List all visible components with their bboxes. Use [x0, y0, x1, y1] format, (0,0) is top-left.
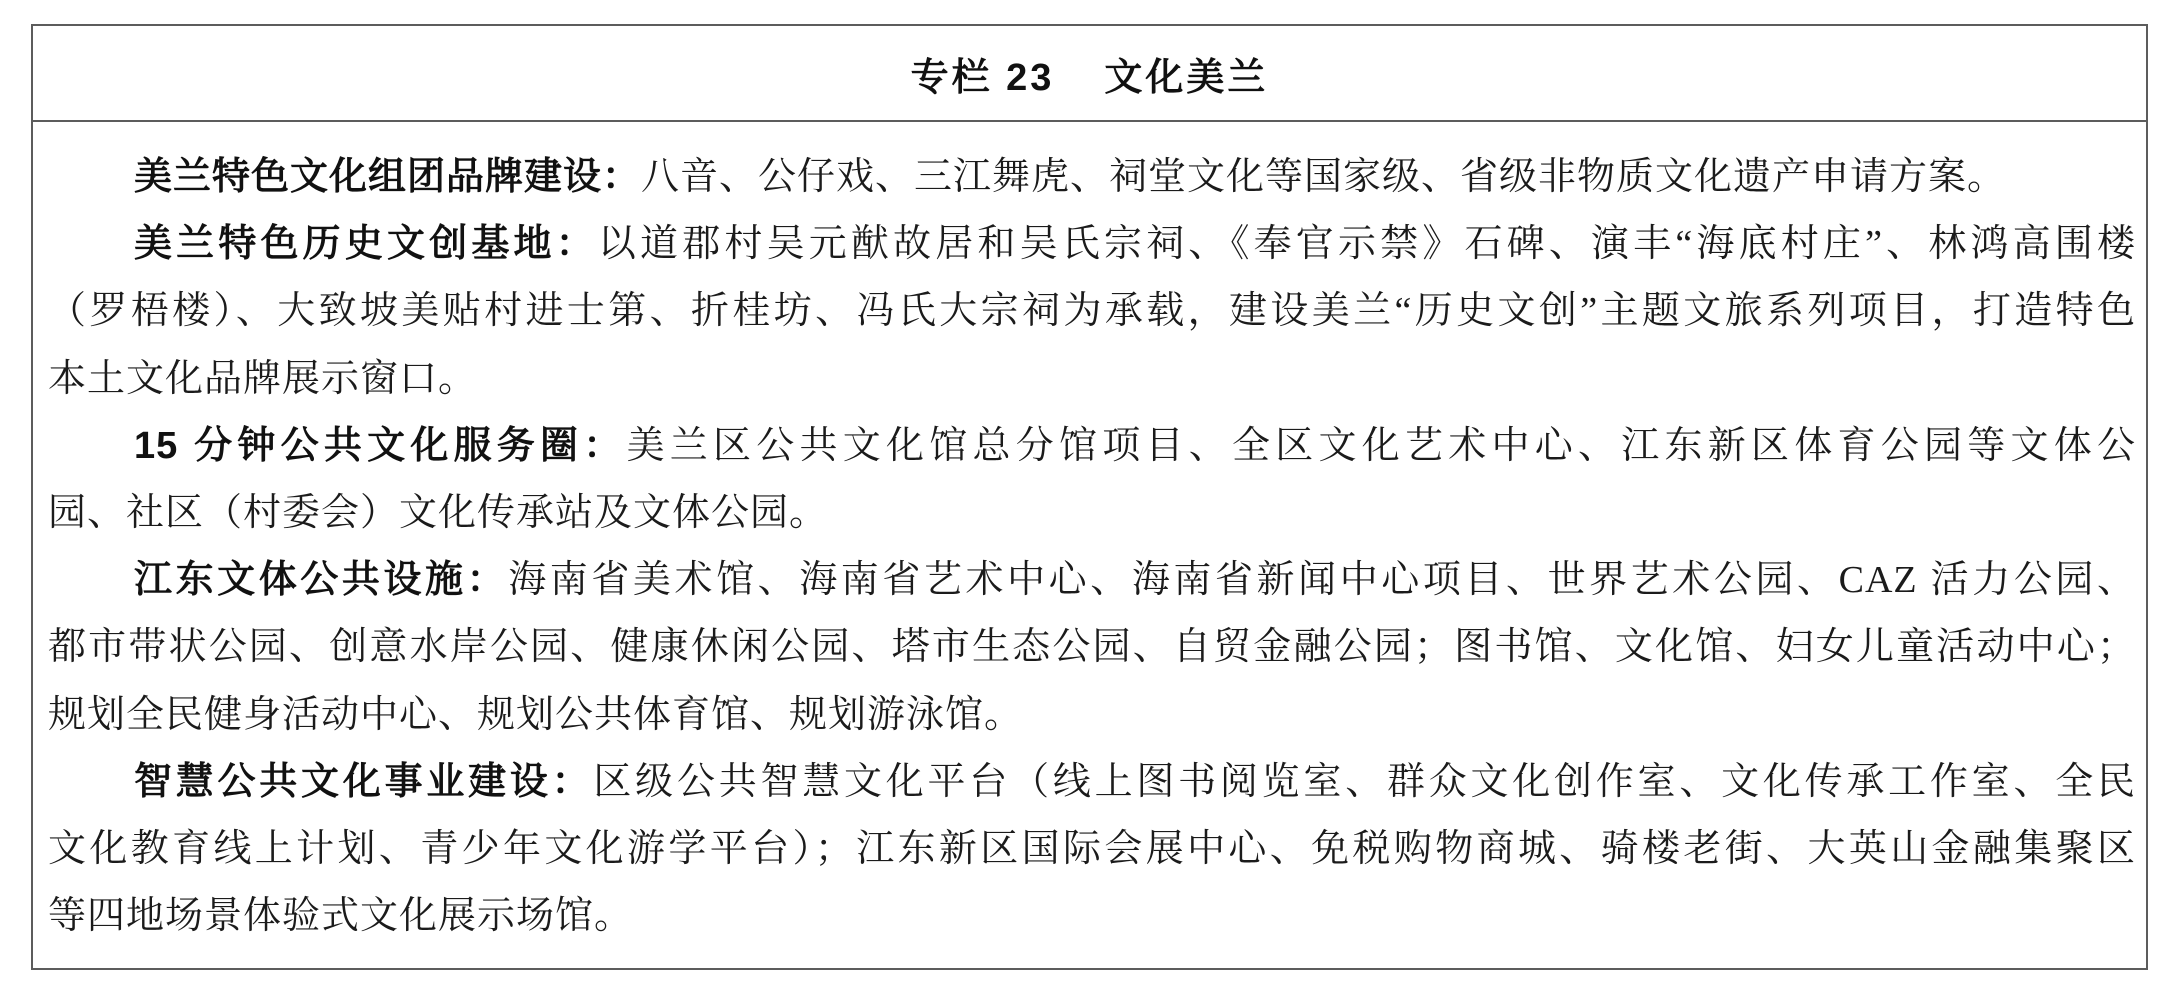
- paragraph-15-minute-service-circle: [48, 413, 2136, 547]
- paragraph-line: 园、社区（村委会）文化传承站及文体公园。: [48, 491, 829, 534]
- paragraph-heading: 智慧公共文化事业建设：: [134, 760, 594, 803]
- paragraph-line: 都市带状公园、创意水岸公园、健康休闲公园、塔市生态公园、自贸金融公园；图书馆、文化馆、妇女儿童活动中心；: [48, 626, 2136, 669]
- paragraph-line: 本土文化品牌展示窗口。: [48, 357, 478, 400]
- paragraph-heading: 江东文体公共设施：: [134, 559, 509, 602]
- paragraph-line: [48, 413, 2136, 480]
- column-header: [33, 26, 2146, 122]
- column-box: [31, 24, 2148, 970]
- paragraph-line: [48, 144, 2136, 211]
- paragraph-line: [48, 547, 2136, 614]
- paragraph-jiangdong-facilities: [48, 547, 2136, 749]
- column-label: 专栏 23: [910, 56, 1055, 99]
- paragraph-line: 文化教育线上计划、青少年文化游学平台）；江东新区国际会展中心、免税购物商城、骑楼老街、大英山金融集聚区: [48, 827, 2136, 870]
- paragraph-line: [48, 749, 2136, 816]
- paragraph-line: （罗梧楼）、大致坡美贴村进士第、折桂坊、冯氏大宗祠为承载，建设美兰“历史文创”主题文旅系列项目，打造特色: [48, 290, 2136, 333]
- paragraph-text: 美兰区公共文化馆总分馆项目、全区文化艺术中心、江东新区体育公园等文体公: [626, 424, 2136, 467]
- paragraph-heading: 15 分钟公共文化服务圈：: [134, 424, 627, 467]
- paragraph-text: 八音、公仔戏、三江舞虎、祠堂文化等国家级、省级非物质文化遗产申请方案。: [641, 156, 2007, 198]
- paragraph-text: 以道郡村吴元猷故居和吴氏宗祠、《奉官示禁》石碑、演丰“海底村庄”、林鸿高围楼: [597, 223, 2136, 266]
- paragraph-line: 规划全民健身活动中心、规划公共体育馆、规划游泳馆。: [48, 693, 1024, 736]
- paragraph-heading: 美兰特色历史文创基地：: [134, 223, 598, 266]
- paragraph-line: [48, 211, 2136, 278]
- paragraph-heading: 美兰特色文化组团品牌建设：: [134, 156, 642, 198]
- paragraph-history-creative-base: [48, 211, 2136, 413]
- column-body: [33, 122, 2146, 950]
- paragraph-text: 海南省美术馆、海南省艺术中心、海南省新闻中心项目、世界艺术公园、CAZ 活力公园、: [508, 559, 2136, 602]
- paragraph-line: 等四地场景体验式文化展示场馆。: [48, 895, 634, 938]
- paragraph-text: 区级公共智慧文化平台（线上图书阅览室、群众文化创作室、文化传承工作室、全民: [593, 760, 2136, 803]
- paragraph-smart-culture: [48, 749, 2136, 951]
- paragraph-cultural-brand: [48, 144, 2136, 211]
- column-title: 文化美兰: [1104, 56, 1269, 99]
